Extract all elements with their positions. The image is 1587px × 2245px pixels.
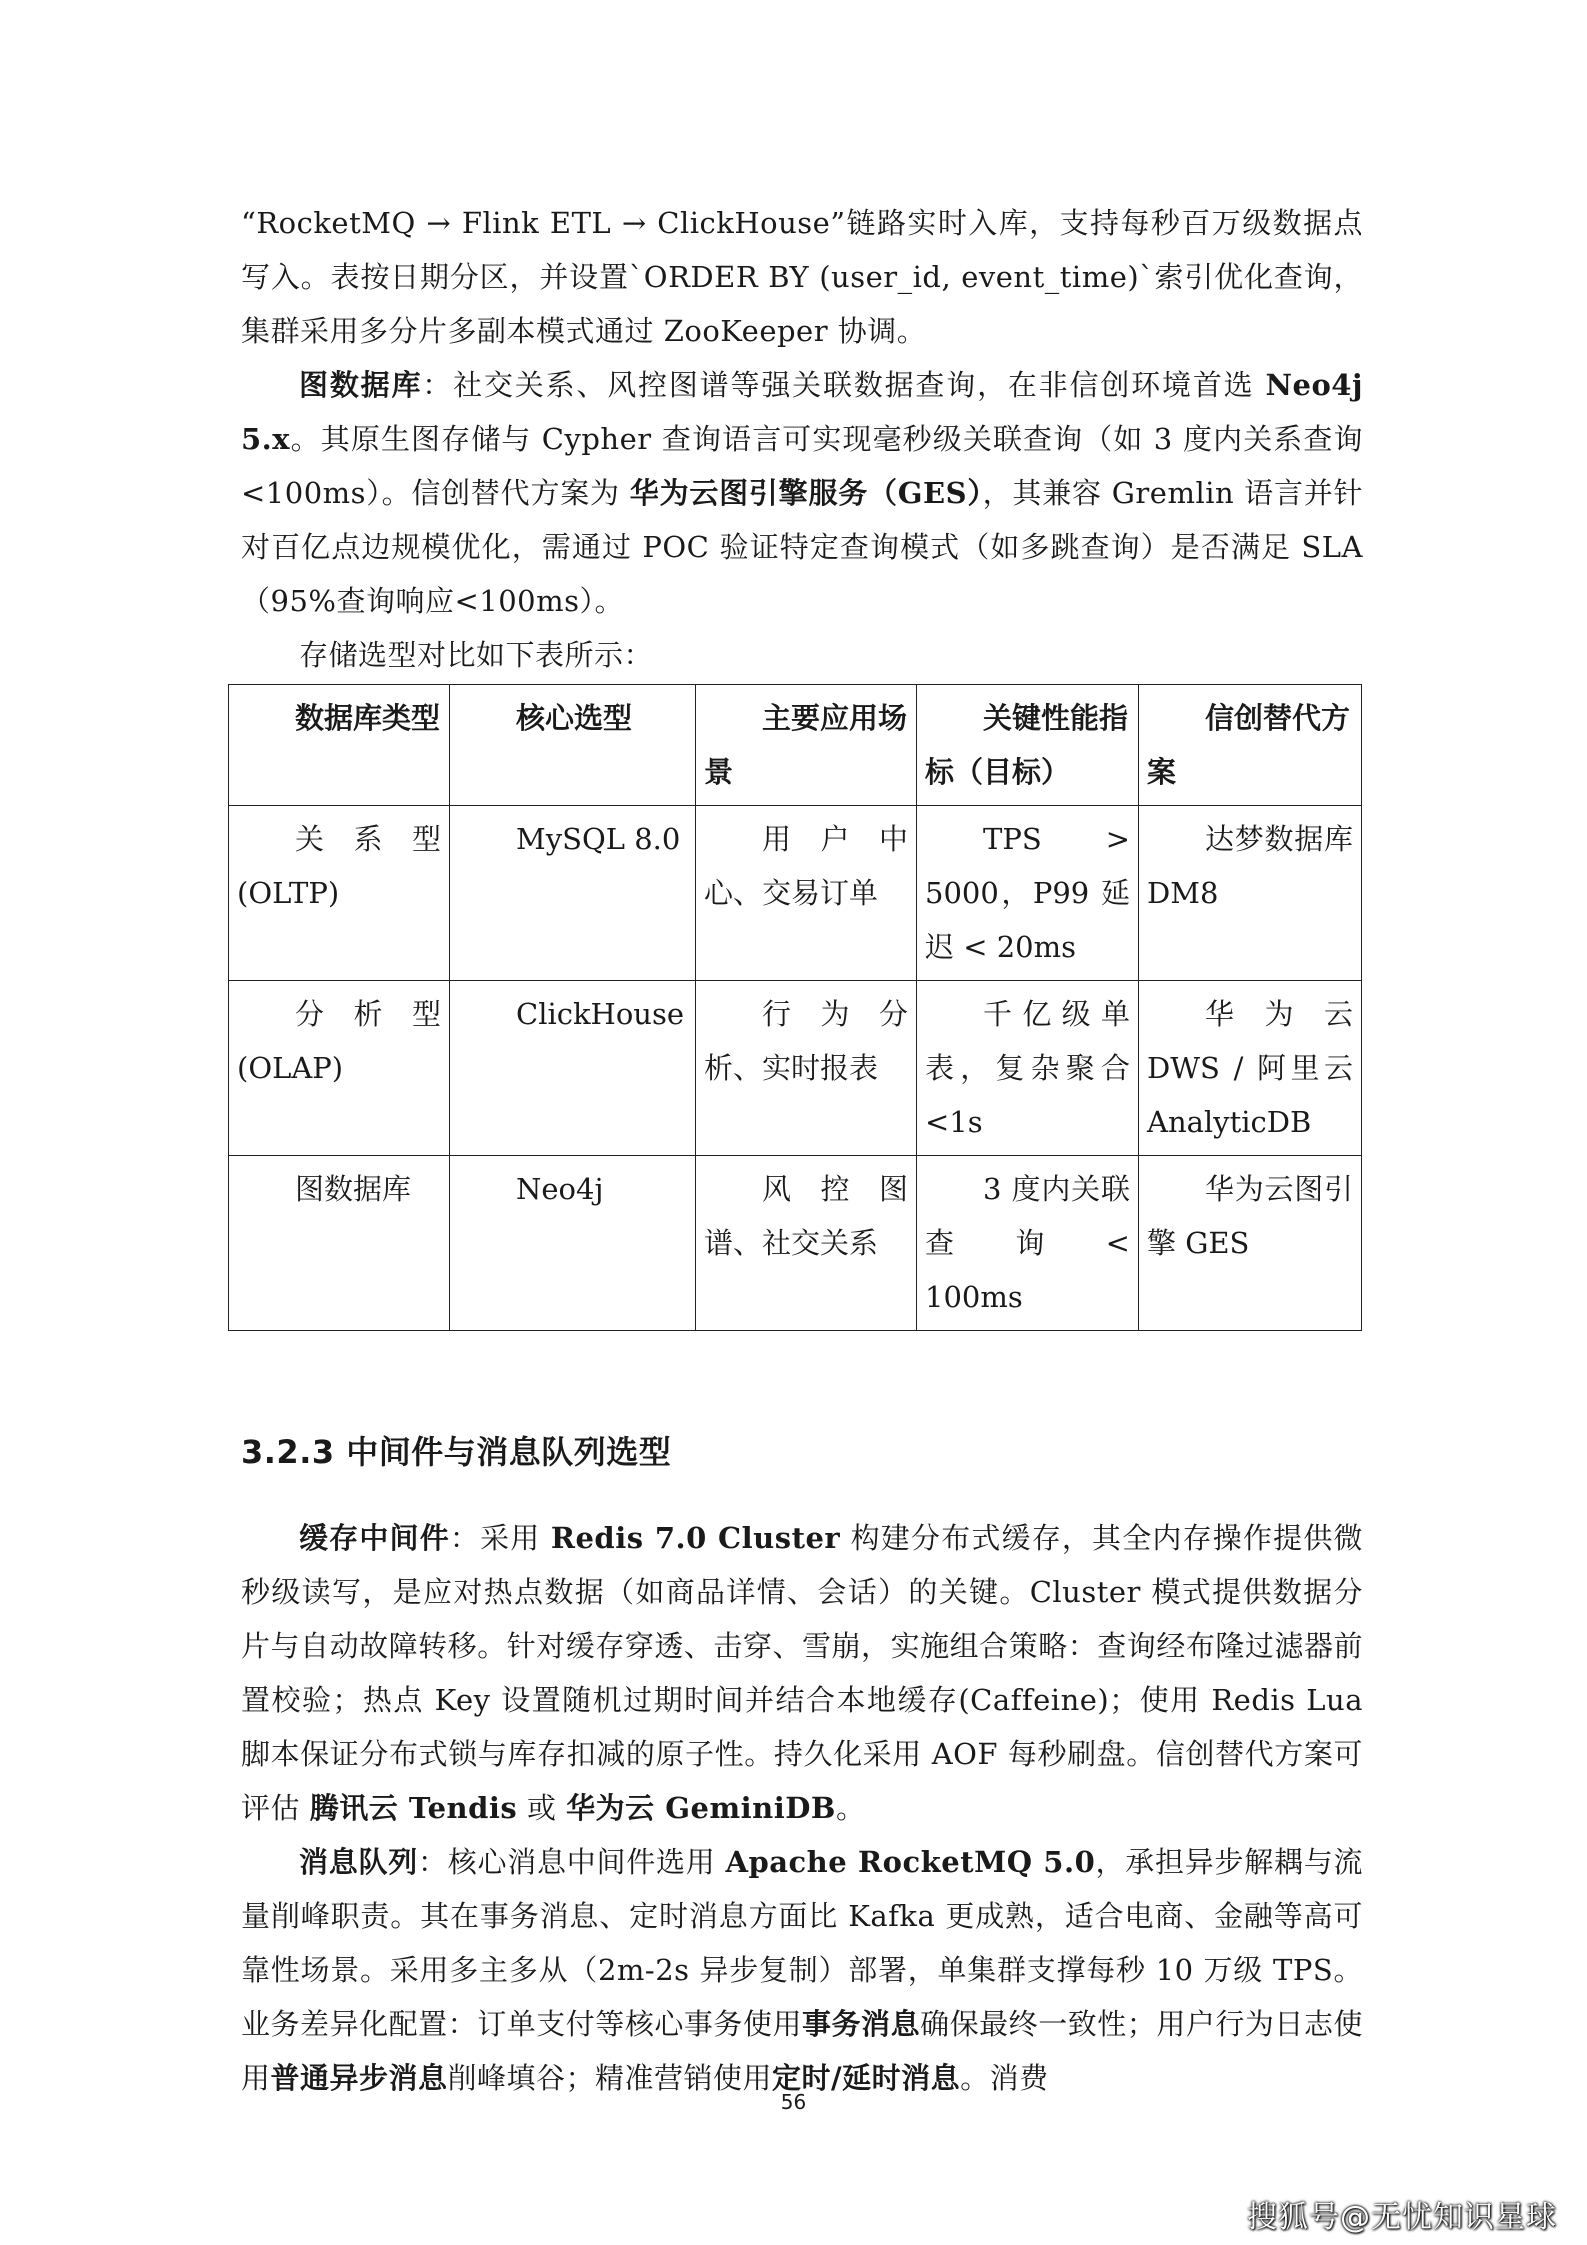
- table-cell: 行 为 分析、实时报表: [696, 981, 917, 1156]
- table-header-row: [229, 685, 1362, 806]
- header-core-choice: 核心选型: [450, 685, 696, 806]
- paragraph-graph-database: 图数据库：社交关系、风控图谱等强关联数据查询，在非信创环境首选 Neo4j 5.x。其原生图存储与 Cypher 查询语言可实现毫秒级关联查询（如 3 度内关系查询<100ms）。信创替代方案为 华为云图引擎服务（GES），其兼容 Gremlin 语言并针对百亿点边规模优化，需通过 POC 验证特定查询模式（如多跳查询）是否满足 SLA（95%查询响应<100ms）。: [241, 368, 1363, 618]
- page-number: 56: [780, 2090, 807, 2114]
- header-xinchuang: 信创替代方案: [1139, 685, 1362, 806]
- lead-graph-database: 图数据库: [299, 368, 423, 402]
- table-cell: 风 控 图谱、社交关系: [696, 1156, 917, 1331]
- table-cell: 分 析 型 (OLAP): [229, 981, 450, 1156]
- table-cell: 达梦数据库 DM8: [1139, 806, 1362, 981]
- table-cell: 华 为 云 DWS / 阿里云 AnalyticDB: [1139, 981, 1362, 1156]
- watermark: 搜狐号@无忧知识星球: [1247, 2200, 1557, 2235]
- lead-message-queue: 消息队列: [299, 1845, 418, 1879]
- header-scenario: 主要应用场景: [696, 685, 917, 806]
- table-cell: ClickHouse: [450, 981, 696, 1156]
- table-cell: 关 系 型 (OLTP): [229, 806, 450, 981]
- table-cell: 用 户 中心、交易订单: [696, 806, 917, 981]
- table-cell: 千亿级单表，复杂聚合 <1s: [917, 981, 1139, 1156]
- header-db-type: 数据库类型: [229, 685, 450, 806]
- table-cell: MySQL 8.0: [450, 806, 696, 981]
- lead-cache-middleware: 缓存中间件: [299, 1521, 450, 1555]
- storage-comparison-table: [228, 684, 1362, 1331]
- table-cell: Neo4j: [450, 1156, 696, 1331]
- section-title: 中间件与消息队列选型: [346, 1433, 672, 1471]
- table-cell: 华为云图引擎 GES: [1139, 1156, 1362, 1331]
- table-row: [229, 1156, 1362, 1331]
- section-heading: [241, 1427, 1363, 1473]
- paragraph-message-queue: 消息队列：核心消息中间件选用 Apache RocketMQ 5.0，承担异步解耦与流量削峰职责。其在事务消息、定时消息方面比 Kafka 更成熟，适合电商、金融等高可靠性场景。采用多主多从（2m-2s 异步复制）部署，单集群支撑每秒 10 万级 TPS。业务差异化配置：订单支付等核心事务使用事务消息确保最终一致性；用户行为日志使用普通异步消息削峰填谷；精准营销使用定时/延时消息。消费: [241, 1845, 1363, 2095]
- section-number: 3.2.3: [241, 1433, 335, 1471]
- table-cell: 3 度内关联 查 询 < 100ms: [917, 1156, 1139, 1331]
- table-row: [229, 806, 1362, 981]
- table-cell: TPS > 5000，P99 延迟 < 20ms: [917, 806, 1139, 981]
- page-content: [237, 196, 1364, 2105]
- table-cell: 图数据库: [229, 1156, 450, 1331]
- table-row: [229, 981, 1362, 1156]
- table-intro: 存储选型对比如下表所示：: [299, 638, 654, 672]
- paragraph-clickhouse-pipeline: “RocketMQ → Flink ETL → ClickHouse”链路实时入库，支持每秒百万级数据点写入。表按日期分区，并设置`ORDER BY (user_id, event_time)`索引优化查询，集群采用多分片多副本模式通过 ZooKeeper 协调。: [241, 206, 1363, 348]
- paragraph-cache-middleware: 缓存中间件：采用 Redis 7.0 Cluster 构建分布式缓存，其全内存操作提供微秒级读写，是应对热点数据（如商品详情、会话）的关键。Cluster 模式提供数据分片与自动故障转移。针对缓存穿透、击穿、雪崩，实施组合策略：查询经布隆过滤器前置校验；热点 Key 设置随机过期时间并结合本地缓存(Caffeine)；使用 Redis Lua 脚本保证分布式锁与库存扣减的原子性。持久化采用 AOF 每秒刷盘。信创替代方案可评估 腾讯云 Tendis 或 华为云 GeminiDB。: [241, 1521, 1364, 1825]
- header-kpi: 关键性能指标（目标）: [917, 685, 1139, 806]
